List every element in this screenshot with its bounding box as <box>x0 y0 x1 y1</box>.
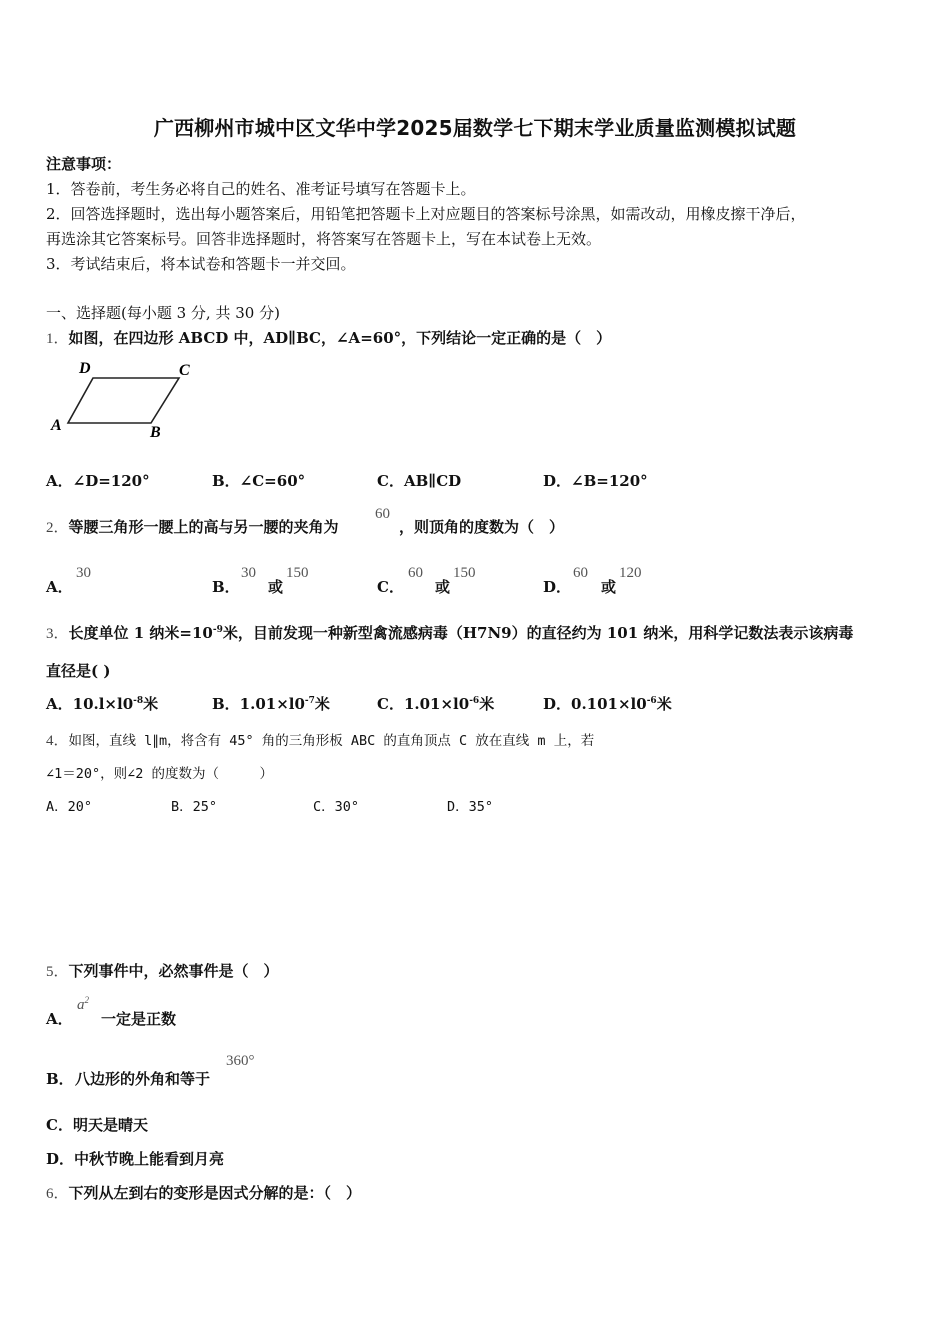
q3-option-b[interactable] <box>212 693 330 714</box>
parallelogram-shape <box>68 378 179 423</box>
question-text: 下列从左到右的变形是因式分解的是：（ ） <box>68 1184 362 1202</box>
q4-option-c[interactable]: C．30° <box>313 799 360 815</box>
question-1 <box>46 327 611 348</box>
q4-option-a[interactable]: A．20° <box>46 799 93 815</box>
question-text-a: 长度单位 1 纳米=10 <box>68 624 213 642</box>
q5-option-d[interactable]: D．中秋节晚上能看到月亮 <box>46 1150 225 1168</box>
q2-option-a-value: 30 <box>76 565 91 581</box>
q4-option-d[interactable]: D．35° <box>447 799 494 815</box>
q2-option-d-letter[interactable]: D． <box>543 578 572 596</box>
q2-option-d-value-2: 120 <box>619 565 642 581</box>
question-text-before: 等腰三角形一腰上的高与另一腰的夹角为 <box>68 518 339 536</box>
parallelogram-figure <box>46 354 206 440</box>
q5-option-a-letter[interactable]: A． <box>46 1010 73 1028</box>
q2-option-c-or: 或 <box>435 578 451 596</box>
option-exponent: -7 <box>304 696 315 706</box>
question-text: 下列事件中，必然事件是（ ） <box>68 962 279 980</box>
question-4-line-2: ∠1＝20°，则∠2 的度数为（ ） <box>46 766 274 782</box>
question-3-line-2: 直径是( ) <box>46 662 111 680</box>
label-d: D <box>79 360 91 377</box>
q1-option-c[interactable]: C．AB∥CD <box>377 472 462 490</box>
q2-option-d-value-1: 60 <box>573 565 588 581</box>
question-number: 3． <box>46 626 69 642</box>
q2-option-b-letter[interactable]: B． <box>212 578 240 596</box>
q5-option-b-math: 360° <box>226 1053 255 1069</box>
question-3 <box>46 622 853 643</box>
q4-option-b[interactable]: B．25° <box>171 799 218 815</box>
question-text-b: 米，目前发现一种新型禽流感病毒（H7N9）的直径约为 101 纳米，用科学记数法表示该病毒 <box>222 624 854 642</box>
option-base: B．1.01×l0 <box>212 695 305 713</box>
question-number: 2． <box>46 520 69 536</box>
q2-angle-value: 60 <box>375 506 390 522</box>
notice-item-2-cont: 再选涂其它答案标号。回答非选择题时，将答案写在答题卡上，写在本试卷上无效。 <box>46 230 602 248</box>
q3-option-d[interactable] <box>543 693 672 714</box>
q2-option-b-or: 或 <box>268 578 284 596</box>
math-exponent: 2 <box>84 995 89 1005</box>
section-heading: 一、选择题(每小题 3 分, 共 30 分) <box>46 304 280 322</box>
q2-option-c-letter[interactable]: C． <box>377 578 404 596</box>
question-number: 1． <box>46 331 69 347</box>
q5-option-b-letter[interactable]: B． <box>46 1070 74 1088</box>
notice-item-3: 3．考试结束后，将本试卷和答题卡一并交回。 <box>46 255 356 273</box>
option-base: A．10.l×l0 <box>46 695 134 713</box>
q3-option-a[interactable] <box>46 693 158 714</box>
q5-option-c[interactable]: C．明天是晴天 <box>46 1116 148 1134</box>
question-text: 如图，在四边形 ABCD 中，AD∥BC，∠A=60°，下列结论一定正确的是（ ） <box>68 329 612 347</box>
q2-option-b-value-2: 150 <box>286 565 309 581</box>
label-b: B <box>150 424 161 440</box>
option-unit: 米 <box>314 695 330 713</box>
question-5 <box>46 960 279 981</box>
notice-heading: 注意事项： <box>46 155 122 173</box>
q5-option-a-text: 一定是正数 <box>101 1010 177 1028</box>
option-exponent: -6 <box>646 696 657 706</box>
notice-item-1: 1．答卷前，考生务必将自己的姓名、准考证号填写在答题卡上。 <box>46 180 476 198</box>
q2-option-b-value-1: 30 <box>241 565 256 581</box>
question-number: 5． <box>46 964 69 980</box>
q2-option-d-or: 或 <box>601 578 617 596</box>
math-variable: a <box>77 997 85 1013</box>
q1-option-a[interactable]: A．∠D=120° <box>46 472 150 490</box>
option-exponent: -6 <box>469 696 480 706</box>
question-number: 6． <box>46 1186 69 1202</box>
q3-option-c[interactable] <box>377 693 494 714</box>
q5-option-a-math <box>77 997 89 1014</box>
q1-option-d[interactable]: D．∠B=120° <box>543 472 648 490</box>
question-exponent: -9 <box>212 625 223 635</box>
option-exponent: -8 <box>133 696 144 706</box>
label-c: C <box>179 362 190 379</box>
page-title: 广西柳州市城中区文华中学2025届数学七下期末学业质量监测模拟试题 <box>153 116 797 140</box>
q2-option-c-value-2: 150 <box>453 565 476 581</box>
q2-option-a-letter[interactable]: A． <box>46 578 73 596</box>
option-base: D．0.101×l0 <box>543 695 647 713</box>
option-unit: 米 <box>656 695 672 713</box>
q1-option-b[interactable]: B．∠C=60° <box>212 472 306 490</box>
question-text-line-1: 如图，直线 l∥m，将含有 45° 角的三角形板 ABC 的直角顶点 C 放在直线 m 上，若 <box>68 733 595 749</box>
option-base: C．1.01×l0 <box>377 695 470 713</box>
question-2 <box>46 516 339 537</box>
option-unit: 米 <box>143 695 159 713</box>
question-6 <box>46 1182 361 1203</box>
q5-option-b-text: 八边形的外角和等于 <box>75 1070 211 1088</box>
notice-item-2: 2．回答选择题时，选出每小题答案后，用铅笔把答题卡上对应题目的答案标号涂黑，如需改动，用橡皮擦干净后， <box>46 205 806 223</box>
question-4 <box>46 729 594 750</box>
question-text-after: ，则顶角的度数为（ ） <box>399 518 565 536</box>
q2-option-c-value-1: 60 <box>408 565 423 581</box>
question-number: 4． <box>46 733 69 749</box>
option-unit: 米 <box>479 695 495 713</box>
label-a: A <box>51 417 62 434</box>
